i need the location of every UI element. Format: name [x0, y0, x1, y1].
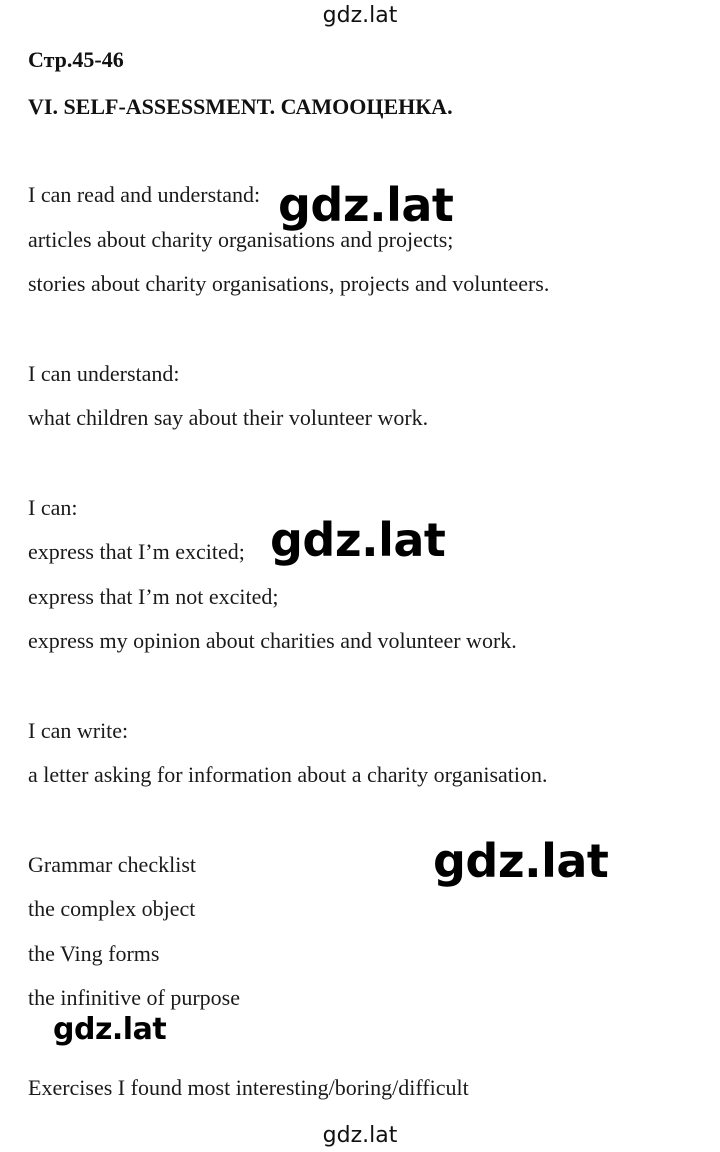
list-item: the complex object — [28, 896, 196, 921]
site-footer: gdz.lat — [322, 1123, 398, 1148]
list-item: the Ving forms — [28, 941, 160, 966]
list-item: a letter asking for information about a charity organisation. — [28, 762, 548, 787]
section-title: VI. SELF-ASSESSMENT. САМООЦЕНКА. — [28, 94, 453, 119]
list-item: express my opinion about charities and volunteer work. — [28, 628, 517, 653]
list-item: what children say about their volunteer work. — [28, 405, 429, 430]
watermark: gdz.lat — [270, 513, 446, 567]
list-item: articles about charity organisations and projects; — [28, 227, 454, 252]
watermark: gdz.lat — [278, 178, 454, 232]
list-item: express that I’m excited; — [28, 539, 245, 564]
list-item: the infinitive of purpose — [28, 985, 241, 1010]
closing-line: Exercises I found most interesting/boring/difficult — [28, 1075, 469, 1100]
list-item: express that I’m not excited; — [28, 584, 279, 609]
site-header: gdz.lat — [322, 3, 398, 28]
watermark: gdz.lat — [53, 1011, 170, 1049]
block-heading-understand: I can understand: — [28, 361, 180, 386]
block-heading-read: I can read and understand: — [28, 182, 261, 207]
block-heading-write: I can write: — [28, 718, 129, 743]
page-reference: Стр.45-46 — [28, 47, 124, 72]
list-item: stories about charity organisations, projects and volunteers. — [28, 271, 550, 296]
watermark: gdz.lat — [433, 834, 609, 888]
block-heading-grammar: Grammar checklist — [28, 852, 196, 877]
block-heading-can: I can: — [28, 495, 78, 520]
